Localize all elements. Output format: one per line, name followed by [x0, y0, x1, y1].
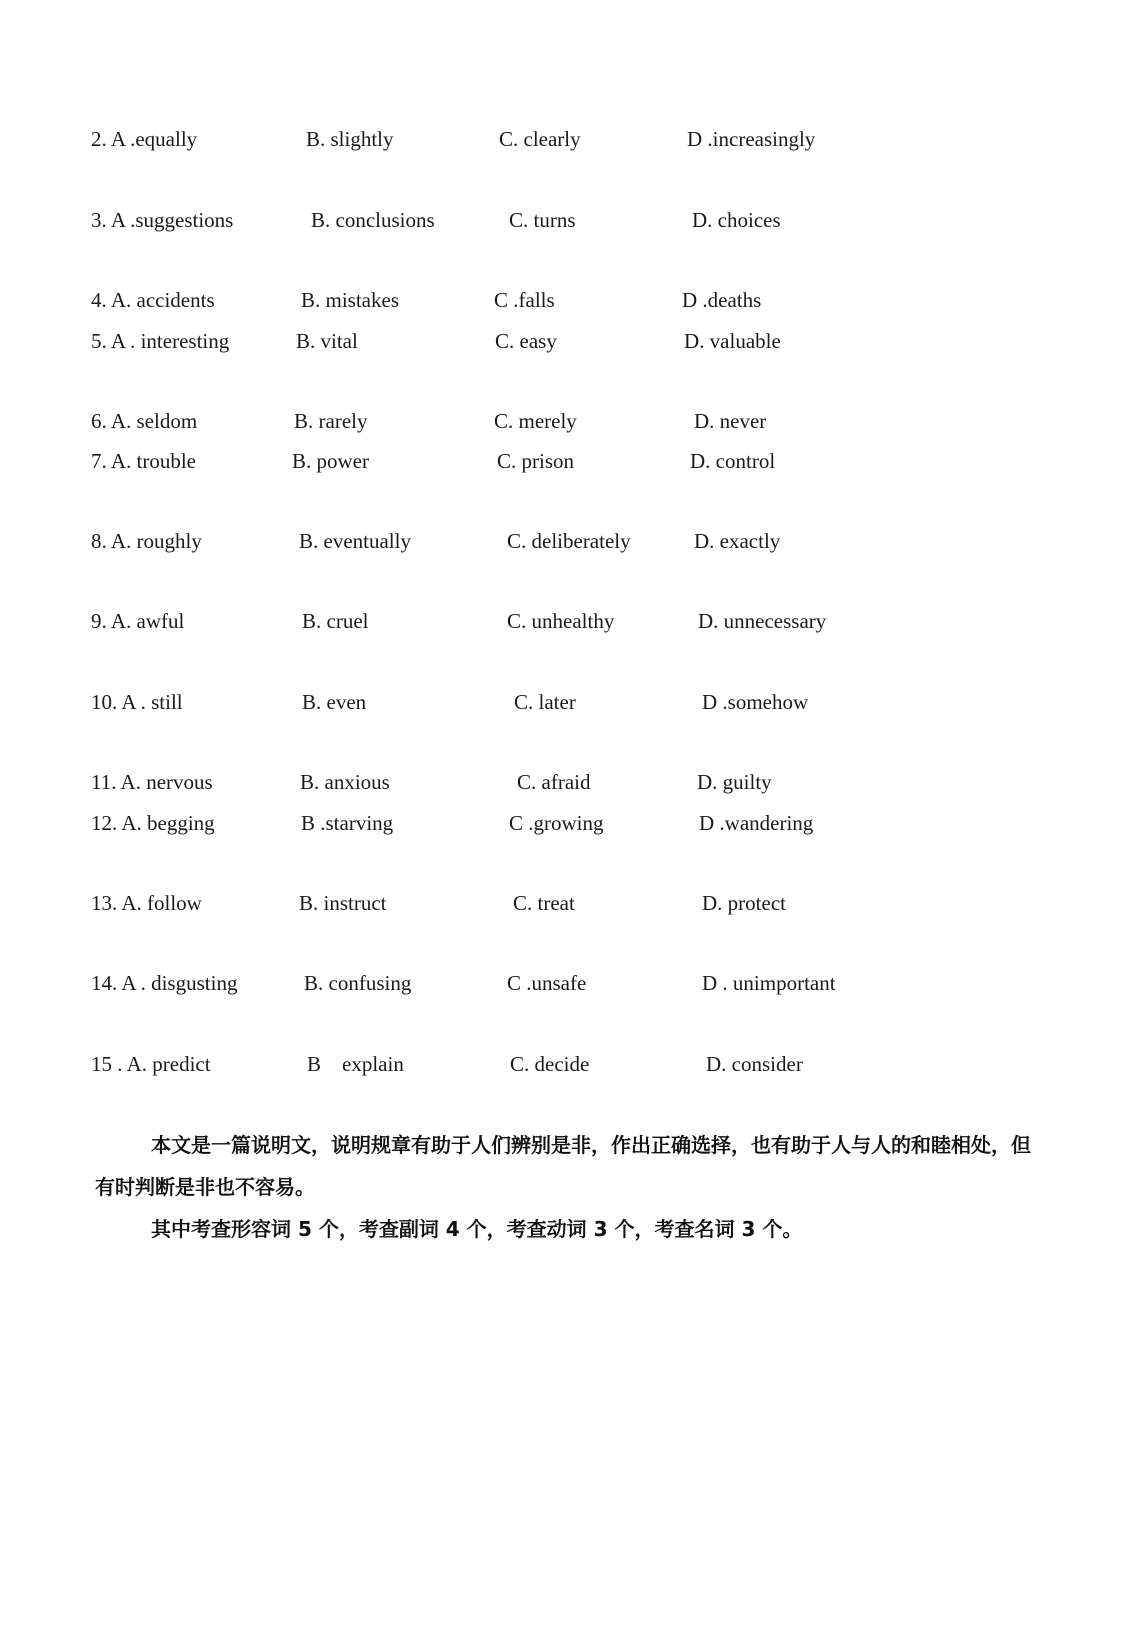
- option-d: D. guilty: [697, 770, 772, 794]
- option-d: D .increasingly: [687, 127, 816, 151]
- option-a: 10. A . still: [91, 690, 183, 714]
- option-c: C. turns: [509, 208, 576, 232]
- option-c: C. afraid: [517, 770, 591, 794]
- option-a: 2. A .equally: [91, 127, 198, 151]
- question-row-5: [0, 326, 1123, 356]
- option-b: B explain: [307, 1052, 404, 1076]
- option-c: C. deliberately: [507, 529, 631, 553]
- option-a: 7. A. trouble: [91, 449, 196, 473]
- option-d: D .deaths: [682, 288, 762, 312]
- option-c: C. merely: [494, 409, 577, 433]
- question-row-9: [0, 606, 1123, 636]
- option-b: B. confusing: [304, 971, 412, 995]
- question-row-6: [0, 406, 1123, 436]
- option-b: B. conclusions: [311, 208, 435, 232]
- option-a: 5. A . interesting: [91, 329, 230, 353]
- question-row-10: [0, 687, 1123, 717]
- option-b: B. instruct: [299, 891, 387, 915]
- option-d: D . unimportant: [702, 971, 836, 995]
- question-row-13: [0, 888, 1123, 918]
- option-c: C. clearly: [499, 127, 581, 151]
- option-d: D. consider: [706, 1052, 803, 1076]
- option-b: B. cruel: [302, 609, 369, 633]
- option-c: C. decide: [510, 1052, 590, 1076]
- option-c: C .unsafe: [507, 971, 587, 995]
- option-b: B. even: [302, 690, 367, 714]
- question-row-14: [0, 968, 1123, 998]
- analysis-paragraph-summary: 本文是一篇说明文，说明规章有助于人们辨别是非，作出正确选择，也有助于人与人的和睦相处，但有时判断是非也不容易。: [95, 1133, 1031, 1199]
- option-a: 6. A. seldom: [91, 409, 198, 433]
- option-a: 13. A. follow: [91, 891, 202, 915]
- option-b: B. eventually: [299, 529, 411, 553]
- option-c: C. treat: [513, 891, 575, 915]
- option-b: B. vital: [296, 329, 358, 353]
- question-row-7: [0, 446, 1123, 476]
- option-a: 3. A .suggestions: [91, 208, 234, 232]
- option-c: C. later: [514, 690, 576, 714]
- option-d: D. choices: [692, 208, 781, 232]
- option-c: C. unhealthy: [507, 609, 615, 633]
- option-b: B .starving: [301, 811, 394, 835]
- option-b: B. mistakes: [301, 288, 399, 312]
- option-a: 14. A . disgusting: [91, 971, 238, 995]
- option-d: D .somehow: [702, 690, 809, 714]
- option-d: D .wandering: [699, 811, 814, 835]
- option-d: D. unnecessary: [698, 609, 827, 633]
- option-c: C .falls: [494, 288, 555, 312]
- option-a: 9. A. awful: [91, 609, 185, 633]
- option-c: C. prison: [497, 449, 575, 473]
- option-d: D. protect: [702, 891, 786, 915]
- analysis-paragraph-statistics: 其中考查形容词 5 个，考查副词 4 个，考查动词 3 个，考查名词 3 个。: [151, 1217, 803, 1241]
- option-a: 12. A. begging: [91, 811, 215, 835]
- question-row-4: [0, 285, 1123, 315]
- option-d: D. control: [690, 449, 776, 473]
- option-b: B. power: [292, 449, 369, 473]
- option-b: B. anxious: [300, 770, 390, 794]
- question-row-2: [0, 124, 1123, 154]
- question-row-12: [0, 808, 1123, 838]
- option-a: 8. A. roughly: [91, 529, 202, 553]
- question-row-15: [0, 1049, 1123, 1079]
- option-b: B. rarely: [294, 409, 368, 433]
- option-c: C. easy: [495, 329, 557, 353]
- option-d: D. never: [694, 409, 767, 433]
- question-row-3: [0, 205, 1123, 235]
- option-d: D. exactly: [694, 529, 781, 553]
- option-a: 11. A. nervous: [91, 770, 213, 794]
- option-a: 15 . A. predict: [91, 1052, 211, 1076]
- option-c: C .growing: [509, 811, 604, 835]
- analysis-section: [95, 1124, 1035, 1250]
- option-a: 4. A. accidents: [91, 288, 215, 312]
- option-d: D. valuable: [684, 329, 781, 353]
- option-b: B. slightly: [306, 127, 394, 151]
- question-row-11: [0, 767, 1123, 797]
- question-row-8: [0, 526, 1123, 556]
